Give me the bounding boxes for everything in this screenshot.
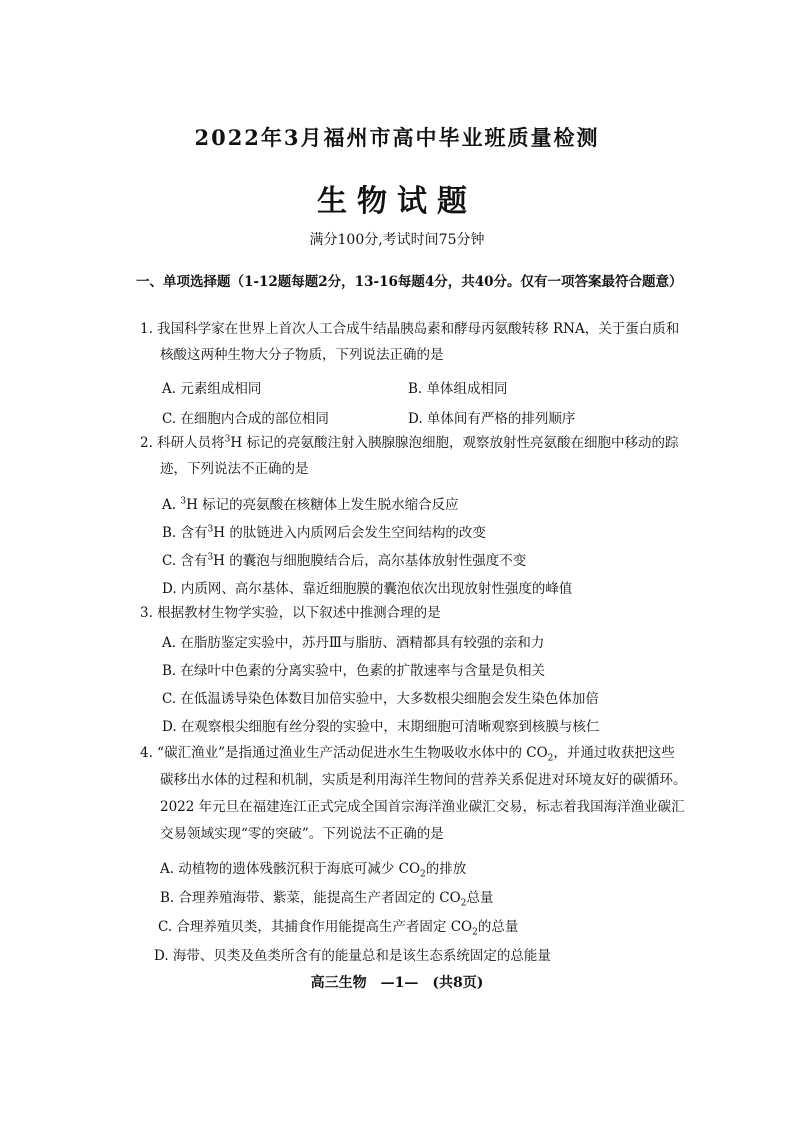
- question-2-stem-line2: 迹，下列说法不正确的是: [160, 461, 309, 477]
- question-3-option-b: B. 在绿叶中色素的分离实验中，色素的扩散速率与含量是负相关: [162, 663, 546, 679]
- question-2-option-a: A. $^3$H 标记的亮氨酸在核糖体上发生脱水缩合反应: [162, 496, 459, 513]
- question-1-option-b: B. 单体组成相同: [408, 381, 508, 397]
- question-1-option-d: D. 单体间有严格的排列顺序: [408, 411, 576, 427]
- question-4-stem-line1: 4. “碳汇渔业”是指通过渔业生产活动促进水生生物吸收水体中的 $CO_2$，并通过收获把这些: [140, 745, 675, 764]
- question-3-option-a: A. 在脂肪鉴定实验中，苏丹Ⅲ与脂肪、酒精都具有较强的亲和力: [162, 635, 545, 651]
- question-4-stem-line3: 2022 年元旦在福建连江正式完成全国首宗海洋渔业碳汇交易，标志着我国海洋渔业碳汇: [160, 799, 685, 815]
- subject-title: 生物试题: [317, 184, 477, 219]
- question-1-stem-line1: 1. 我国科学家在世界上首次人工合成牛结晶胰岛素和酵母丙氨酸转移 RNA，关于蛋白质和: [140, 321, 680, 337]
- question-4-option-a: A. 动植物的遗体残骸沉积于海底可减少 $CO_2$的排放: [160, 861, 467, 880]
- page-footer: 高三生物 —1— (共8页): [310, 975, 484, 991]
- question-3-stem: 3. 根据教材生物学实验，以下叙述中推测合理的是: [140, 605, 441, 621]
- question-4-option-d: D. 海带、贝类及鱼类所含有的能量总和是该生态系统固定的总能量: [154, 948, 551, 964]
- question-3-option-d: D. 在观察根尖细胞有丝分裂的实验中，末期细胞可清晰观察到核膜与核仁: [162, 719, 600, 735]
- question-3-option-c: C. 在低温诱导染色体数目加倍实验中，大多数根尖细胞会发生染色体加倍: [162, 691, 599, 707]
- question-2-option-c: C. 含有$^3$H 的囊泡与细胞膜结合后，高尔基体放射性强度不变: [162, 552, 527, 569]
- question-4-stem-line2: 碳移出水体的过程和机制，实质是利用海洋生物间的营养关系促进对环境友好的碳循环。: [160, 772, 687, 788]
- question-2-option-d: D. 内质网、高尔基体、靠近细胞膜的囊泡依次出现放射性强度的峰值: [162, 581, 573, 597]
- question-2-option-b: B. 含有$^3$H 的肽链进入内质网后会发生空间结构的改变: [162, 524, 486, 541]
- question-4-option-b: B. 合理养殖海带、紫菜，能提高生产者固定的 $CO_2$总量: [160, 890, 494, 909]
- question-1-stem-line2: 核酸这两种生物大分子物质，下列说法正确的是: [160, 347, 444, 363]
- section-heading: 一、单项选择题（1-12题每题2分，13-16每题4分，共40分。仅有一项答案最符合题意）: [136, 274, 683, 290]
- exam-info: 满分100分,考试时间75分钟: [309, 232, 485, 248]
- question-1-option-a: A. 元素组成相同: [162, 381, 262, 397]
- exam-title: 2022年3月福州市高中毕业班质量检测: [194, 125, 600, 150]
- question-4-stem-line4: 交易领域实现“零的突破”。下列说法不正确的是: [160, 826, 444, 842]
- question-4-option-c: C. 合理养殖贝类，其捕食作用能提高生产者固定 $CO_2$的总量: [158, 919, 519, 938]
- question-1-option-c: C. 在细胞内合成的部位相同: [162, 411, 329, 427]
- question-2-stem-line1: 2. 科研人员将$^3$H 标记的亮氨酸注射入胰腺腺泡细胞，观察放射性亮氨酸在细胞中移动的踪: [140, 434, 679, 451]
